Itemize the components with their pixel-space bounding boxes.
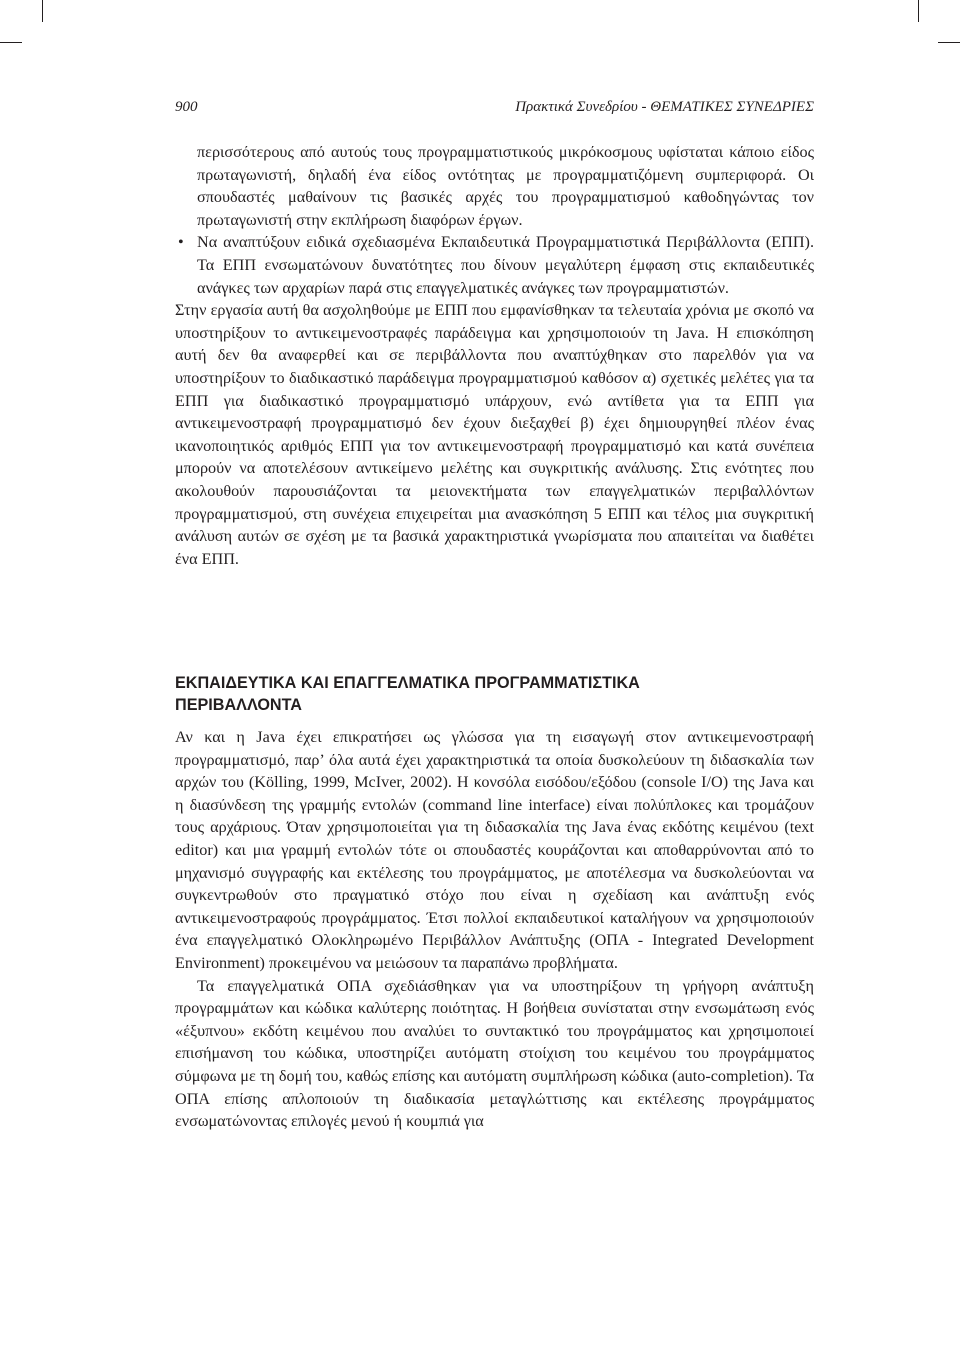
section-paragraph-1: Αν και η Java έχει επικρατήσει ως γλώσσα για τη εισαγωγή στον αντικειμενοστραφή προγραμματισμό, παρ’ όλα αυτά έχει χαρακτηριστικά τα οποία δυσκολεύουν τη διδασκαλία των αρχών του (Kölling, 1999, McIver, 2002). Η κονσόλα εισόδου/εξόδου (console I/O) της Java και η διασύνδεση της γραμμής εντολών (command line interface) είναι πολύπλοκες και τρομάζουν τους αρχάριους. Όταν χρησιμοποιείται για τη διδασκαλία της Java ένας εκδότης κειμένου (text editor) και μια γραμμή εντολών τότε οι σπουδαστές κουράζονται και αποθαρρύνονται από το μηχανισμό συγγραφής και εκτέλεσης του προγράμματος, με αποτέλεσμα να δυσκολεύονται να συγκεντρωθούν στο πραγματικό στόχο που είναι η σχεδίαση και ανάπτυξη ενός αντικειμενοστραφούς προγράμματος. Έτσι πολλοί εκπαιδευτικοί καταλήγουν να χρησιμοποιούν ένα επαγγελματικό Ολοκληρωμένο Περιβάλλον Ανάπτυξης (ΟΠΑ - Integrated Development Environment) προκειμένου να μειώσουν τα παραπάνω προβλήματα. — [175, 728, 814, 972]
section-heading-line1: ΕΚΠΑΙΔΕΥΤΙΚΑ ΚΑΙ ΕΠΑΓΓΕΛΜΑΤΙΚΑ ΠΡΟΓΡΑΜΜΑΤΙΣΤΙΚΑ — [175, 674, 640, 692]
bullet-item — [175, 231, 814, 299]
bullet-marker: • — [178, 233, 184, 252]
running-title: Πρακτικά Συνεδρίου - ΘΕΜΑΤΙΚΕΣ ΣΥΝΕΔΡΙΕΣ — [515, 99, 814, 115]
section-heading — [175, 672, 814, 716]
bullet-text: Να αναπτύξουν ειδικά σχεδιασμένα Εκπαιδευτικά Προγραμματιστικά Περιβάλλοντα (ΕΠΠ). Τα ΕΠΠ ενσωματώνουν δυνατότητες που δίνουν μεγαλύτερη έμφαση στις εκπαιδευτικές ανάγκες των αρχαρίων παρά στις επαγγελματικές ανάγκες των προγραμματιστών. — [197, 233, 814, 297]
running-header — [175, 96, 814, 118]
continuation-text: περισσότερους από αυτούς τους προγραμματιστικούς μικρόκοσμους υφίσταται κάποιο είδος πρωταγωνιστή, δηλαδή ένα είδος οντότητας με προγραμματιζόμενη συμπεριφορά. Οι σπουδαστές μαθαίνουν τις βασικές αρχές του προγραμματισμού καθοδηγώντας τον πρωταγωνιστή στην εκπλήρωση διαφόρων έργων. — [197, 143, 814, 229]
section-paragraph-2: Τα επαγγελματικά ΟΠΑ σχεδιάσθηκαν για να υποστηρίξουν τη γρήγορη ανάπτυξη προγραμμάτων και κώδικα καλύτερης ποιότητας. Η βοήθεια συνίσταται στην ενσωμάτωση ενός «έξυπνου» εκδότη κειμένου που αναλύει το συντακτικό του προγράμματος και χρησιμοποιεί επισήμανση του κώδικα, υποστηρίζει αυτόματη στοίχιση του κειμένου του προγράμματος σύμφωνα με τη δομή του, καθώς επίσης και αυτόματη συμπλήρωση κώδικα (auto-completion). Τα ΟΠΑ επίσης απλοποιούν τη διαδικασία μεταγλώττισης και εκτέλεσης προγράμματος ενσωματώνοντας επιλογές μενού ή κουμπιά για — [175, 976, 814, 1131]
section-heading-line2: ΠΕΡΙΒΑΛΛΟΝΤΑ — [175, 696, 302, 714]
crop-mark-top-right — [918, 0, 919, 22]
bullet-continuation — [175, 141, 814, 231]
section-body — [175, 726, 814, 1133]
page-number: 900 — [175, 99, 198, 115]
intro-block — [175, 141, 814, 570]
crop-mark-top-right-h — [938, 42, 960, 43]
crop-mark-top-left-h — [0, 42, 22, 43]
crop-mark-top-left — [42, 0, 43, 22]
body-paragraph: Στην εργασία αυτή θα ασχοληθούμε με ΕΠΠ που εμφανίσθηκαν τα τελευταία χρόνια με σκοπό να υποστηρίξουν το αντικειμενοστραφές παράδειγμα και χρησιμοποιούν τη Java. Η επισκόπηση αυτή δεν θα αναφερθεί και σε περιβάλλοντα που αναπτύχθηκαν στο παρελθόν για να υποστηρίξουν το διαδικαστικό παράδειγμα προγραμματισμού καθόσον α) σχετικές μελέτες για τα ΕΠΠ για διαδικαστικό προγραμματισμό υπάρχουν, ενώ αντίθετα για τα ΕΠΠ για αντικειμενοστραφή προγραμματισμό δεν έχουν διεξαχθεί β) έχει δημιουργηθεί πλέον ένας ικανοποιητικός αριθμός ΕΠΠ για τον αντικειμενοστραφή προγραμματισμό και κατά συνέπεια μπορούν να αποτελέσουν αντικείμενο μελέτης και συγκριτικής ανάλυσης. Στις ενότητες που ακολουθούν παρουσιάζονται τα μειονεκτήματα των επαγγελματικών περιβαλλόντων προγραμματισμού, στη συνέχεια επιχειρείται μια ανασκόπηση 5 ΕΠΠ και τέλος μια συγκριτική ανάλυση αυτών σε σχέση με τα βασικά χαρακτηριστικά γνωρίσματα που απαιτείται να διαθέτει ένα ΕΠΠ. — [175, 301, 814, 568]
